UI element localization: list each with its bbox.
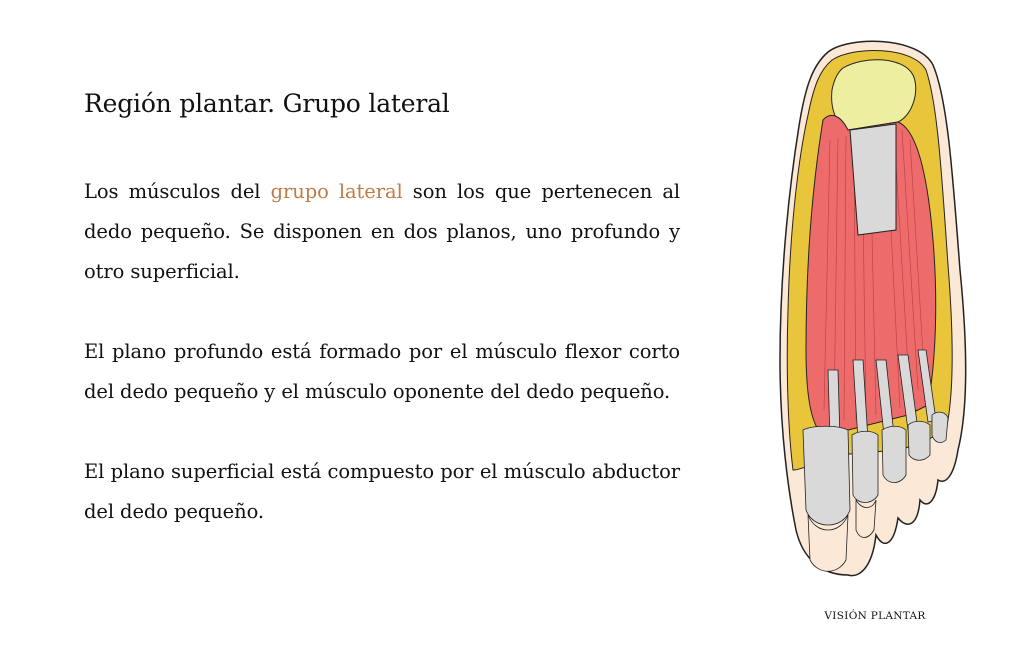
figure-caption: VISIÓN PLANTAR	[824, 610, 926, 622]
text-content	[84, 84, 680, 532]
highlight-grupo-lateral: grupo lateral	[270, 180, 403, 203]
paragraph-intro-end: son los que pertenecen al dedo pequeño. Se disponen en dos planos, uno profundo y otro superficial.	[84, 180, 680, 283]
paragraph-intro	[84, 172, 680, 292]
foot-plantar-illustration	[768, 30, 978, 590]
paragraph-superficial-plane: El plano superficial está compuesto por el músculo abductor del dedo pequeño.	[84, 460, 680, 523]
page-title: Región plantar. Grupo lateral	[84, 89, 450, 118]
paragraph-deep-plane: El plano profundo está formado por el músculo flexor corto del dedo pequeño y el músculo oponente del dedo pequeño.	[84, 340, 680, 403]
paragraph-intro-start: Los músculos del	[84, 180, 271, 203]
central-tendon	[850, 124, 896, 235]
